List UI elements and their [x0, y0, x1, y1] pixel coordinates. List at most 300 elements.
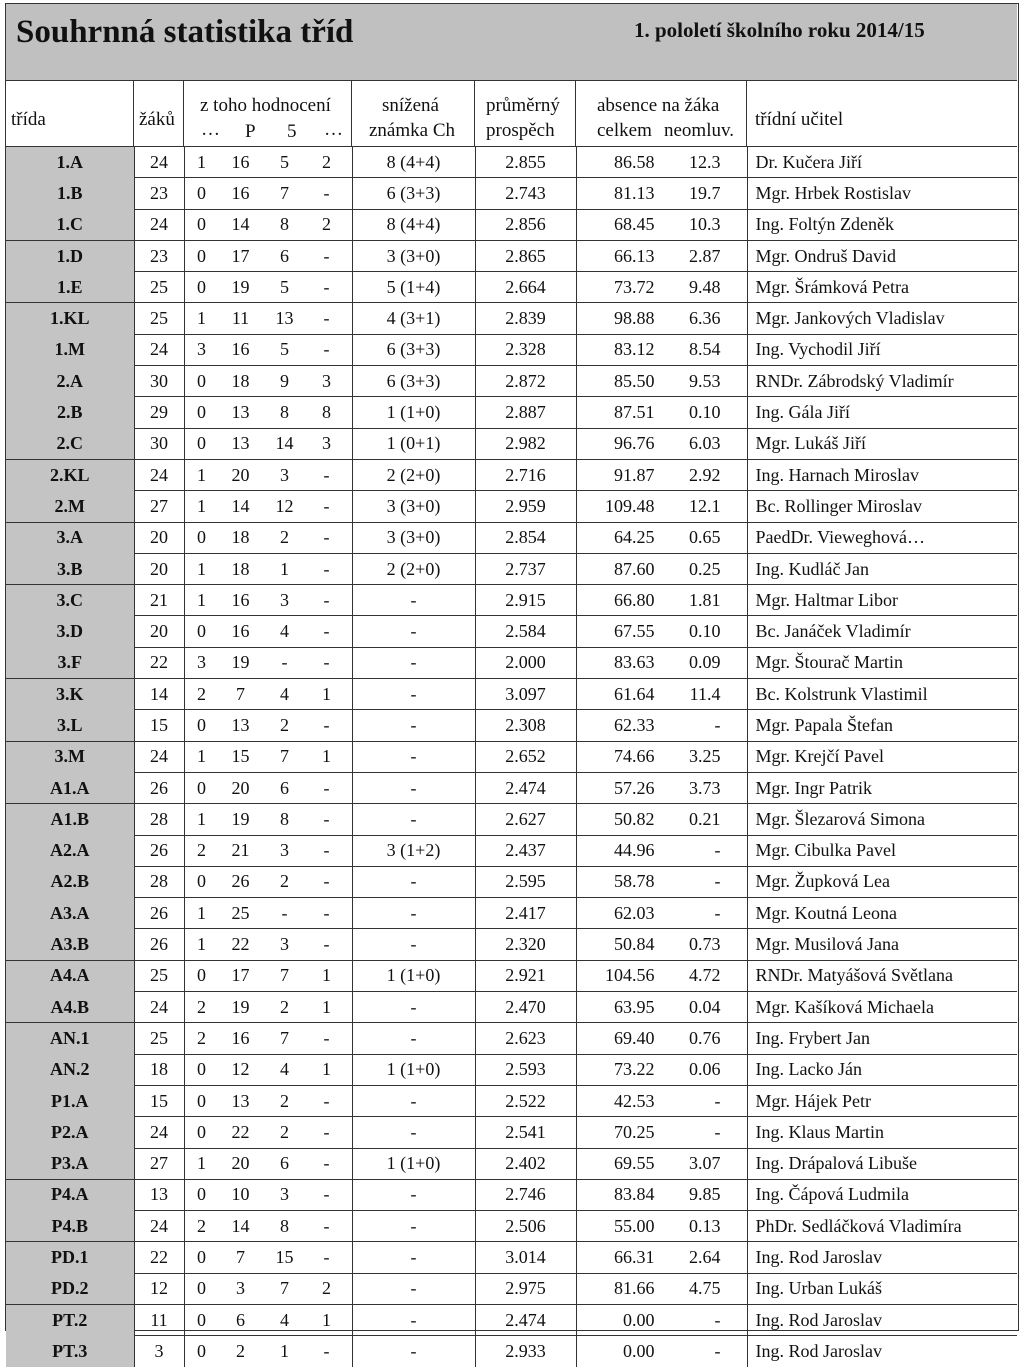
class-name: 1.C: [6, 209, 134, 240]
absence-total: 104.56: [605, 965, 655, 986]
absence-total: 87.60: [614, 558, 655, 579]
average-grade: 2.959: [475, 491, 576, 522]
reduced-conduct: -: [352, 1085, 475, 1116]
absence-total: 55.00: [614, 1215, 655, 1236]
table-row: [6, 1117, 1017, 1148]
reduced-conduct: -: [352, 647, 475, 678]
pupil-count: 24: [134, 741, 184, 772]
grade-excellent: 0: [197, 370, 206, 391]
absence-values: [576, 1085, 747, 1116]
class-name: P2.A: [6, 1117, 134, 1148]
grade-failed: 5: [280, 339, 289, 360]
average-grade: 2.872: [475, 366, 576, 397]
grade-counts: [184, 1304, 352, 1335]
class-teacher: Ing. Vychodil Jiří: [747, 334, 1017, 365]
absence-unexcused: -: [714, 1090, 721, 1111]
grade-passed: 26: [231, 871, 250, 892]
grade-counts: [184, 272, 352, 303]
class-teacher: Ing. Klaus Martin: [747, 1117, 1017, 1148]
reduced-conduct: 6 (3+3): [352, 334, 475, 365]
pupil-count: 23: [134, 240, 184, 271]
absence-total: 58.78: [614, 871, 655, 892]
absence-unexcused: 3.07: [689, 1153, 721, 1174]
reduced-conduct: 1 (1+0): [352, 1054, 475, 1085]
reduced-conduct: 1 (1+0): [352, 1148, 475, 1179]
class-teacher: Mgr. Haltmar Libor: [747, 585, 1017, 616]
grade-not-rated: -: [323, 308, 330, 329]
grade-counts: [184, 866, 352, 897]
absence-values: [576, 992, 747, 1023]
reduced-conduct: -: [352, 741, 475, 772]
pupil-count: 20: [134, 553, 184, 584]
grade-passed: 7: [236, 1247, 245, 1268]
absence-total: 66.13: [614, 245, 655, 266]
reduced-conduct: -: [352, 1242, 475, 1273]
pupil-count: 25: [134, 960, 184, 991]
absence-total: 85.50: [614, 370, 655, 391]
pupil-count: 27: [134, 491, 184, 522]
class-teacher: Mgr. Krejčí Pavel: [747, 741, 1017, 772]
absence-unexcused: -: [714, 871, 721, 892]
grade-excellent: 1: [197, 1153, 206, 1174]
absence-unexcused: 3.25: [689, 746, 721, 767]
grade-counts: [184, 647, 352, 678]
table-row: [6, 616, 1017, 647]
grade-failed: 3: [280, 1184, 289, 1205]
absence-total: 66.31: [614, 1247, 655, 1268]
grade-failed: 6: [280, 245, 289, 266]
table-row: [6, 960, 1017, 991]
grade-failed: 6: [280, 777, 289, 798]
absence-total: 69.55: [614, 1153, 655, 1174]
class-teacher: Mgr. Lukáš Jiří: [747, 428, 1017, 459]
grade-not-rated: 1: [322, 996, 331, 1017]
average-grade: 2.627: [475, 804, 576, 835]
class-name: A3.A: [6, 898, 134, 929]
grade-failed: 7: [280, 182, 289, 203]
grade-passed: 18: [231, 527, 250, 548]
average-grade: 2.921: [475, 960, 576, 991]
grade-failed: 13: [275, 308, 294, 329]
class-name: PD.2: [6, 1273, 134, 1304]
table-row: [6, 992, 1017, 1023]
grade-counts: [184, 585, 352, 616]
grade-passed: 6: [236, 1309, 245, 1330]
absence-values: [576, 553, 747, 584]
reduced-conduct: 2 (2+0): [352, 553, 475, 584]
average-grade: 2.716: [475, 459, 576, 490]
class-teacher: Ing. Frybert Jan: [747, 1023, 1017, 1054]
average-grade: 2.328: [475, 334, 576, 365]
absence-total: 62.03: [614, 902, 655, 923]
grade-passed: 13: [231, 433, 250, 454]
reduced-conduct: 5 (1+4): [352, 272, 475, 303]
pupil-count: 21: [134, 585, 184, 616]
pupil-count: 22: [134, 647, 184, 678]
grade-not-rated: 1: [322, 965, 331, 986]
class-teacher: Bc. Kolstrunk Vlastimil: [747, 679, 1017, 710]
class-teacher: Ing. Harnach Miroslav: [747, 459, 1017, 490]
grade-passed: 17: [231, 245, 250, 266]
grade-counts: [184, 397, 352, 428]
absence-total: 74.66: [614, 746, 655, 767]
grade-counts: [184, 992, 352, 1023]
grade-not-rated: -: [323, 245, 330, 266]
average-grade: 2.887: [475, 397, 576, 428]
absence-total: 73.72: [614, 276, 655, 297]
average-grade: 2.506: [475, 1211, 576, 1242]
reduced-conduct: 1 (1+0): [352, 397, 475, 428]
pupil-count: 30: [134, 428, 184, 459]
class-teacher: Mgr. Šlezarová Simona: [747, 804, 1017, 835]
grade-passed: 2: [236, 1340, 245, 1361]
grade-excellent: 0: [197, 214, 206, 235]
grade-excellent: 2: [197, 1027, 206, 1048]
average-grade: 2.933: [475, 1336, 576, 1367]
absence-values: [576, 428, 747, 459]
average-grade: 2.584: [475, 616, 576, 647]
grade-excellent: 0: [197, 1309, 206, 1330]
class-statistics-table: [6, 147, 1017, 1367]
pupil-count: 20: [134, 522, 184, 553]
class-teacher: Ing. Lacko Ján: [747, 1054, 1017, 1085]
average-grade: 2.320: [475, 929, 576, 960]
absence-unexcused: -: [714, 1121, 721, 1142]
grade-excellent: 1: [197, 808, 206, 829]
grade-counts: [184, 178, 352, 209]
grade-counts: [184, 1242, 352, 1273]
reduced-conduct: -: [352, 898, 475, 929]
reduced-conduct: -: [352, 1304, 475, 1335]
absence-values: [576, 1273, 747, 1304]
table-row: [6, 898, 1017, 929]
pupil-count: 29: [134, 397, 184, 428]
absence-values: [576, 459, 747, 490]
grade-not-rated: -: [323, 1027, 330, 1048]
absence-values: [576, 272, 747, 303]
class-name: A4.A: [6, 960, 134, 991]
class-teacher: Ing. Gála Jiří: [747, 397, 1017, 428]
average-grade: 3.097: [475, 679, 576, 710]
table-row: [6, 491, 1017, 522]
absence-unexcused: 1.81: [689, 589, 721, 610]
absence-total: 68.45: [614, 214, 655, 235]
absence-values: [576, 960, 747, 991]
absence-values: [576, 866, 747, 897]
grade-excellent: 1: [197, 558, 206, 579]
absence-values: [576, 1211, 747, 1242]
grade-failed: 8: [280, 1215, 289, 1236]
header-teacher: třídní učitel: [755, 109, 844, 130]
class-name: AN.2: [6, 1054, 134, 1085]
average-grade: 2.746: [475, 1179, 576, 1210]
pupil-count: 3: [134, 1336, 184, 1367]
grade-counts: [184, 240, 352, 271]
grade-not-rated: -: [323, 1121, 330, 1142]
pupil-count: 12: [134, 1273, 184, 1304]
absence-values: [576, 147, 747, 178]
reduced-conduct: -: [352, 929, 475, 960]
pupil-count: 14: [134, 679, 184, 710]
table-header: [6, 81, 1017, 147]
grade-not-rated: -: [323, 840, 330, 861]
grade-counts: [184, 616, 352, 647]
absence-values: [576, 835, 747, 866]
reduced-conduct: 4 (3+1): [352, 303, 475, 334]
pupil-count: 11: [134, 1304, 184, 1335]
absence-values: [576, 303, 747, 334]
grade-passed: 22: [231, 934, 250, 955]
absence-unexcused: 8.54: [689, 339, 721, 360]
absence-total: 81.66: [614, 1278, 655, 1299]
absence-total: 83.63: [614, 652, 655, 673]
absence-unexcused: 2.64: [689, 1247, 721, 1268]
table-row: [6, 553, 1017, 584]
class-name: P4.A: [6, 1179, 134, 1210]
absence-unexcused: 2.92: [689, 464, 721, 485]
page-title: Souhrnná statistika tříd: [16, 14, 354, 50]
class-name: 3.A: [6, 522, 134, 553]
reduced-conduct: 1 (0+1): [352, 428, 475, 459]
class-name: 2.KL: [6, 459, 134, 490]
absence-values: [576, 334, 747, 365]
grade-failed: 2: [280, 527, 289, 548]
table-row: [6, 772, 1017, 803]
grade-not-rated: -: [323, 1215, 330, 1236]
absence-unexcused: 0.10: [689, 621, 721, 642]
absence-unexcused: 4.72: [689, 965, 721, 986]
grade-passed: 18: [231, 370, 250, 391]
grade-counts: [184, 1023, 352, 1054]
grade-failed: 7: [280, 1278, 289, 1299]
grade-counts: [184, 960, 352, 991]
table-row: [6, 1242, 1017, 1273]
grade-passed: 19: [231, 996, 250, 1017]
class-name: A3.B: [6, 929, 134, 960]
absence-values: [576, 240, 747, 271]
absence-total: 66.80: [614, 589, 655, 610]
class-name: 2.C: [6, 428, 134, 459]
grade-excellent: 1: [197, 589, 206, 610]
header-grades: z toho hodnocení … P 5 …: [184, 81, 352, 147]
absence-total: 91.87: [614, 464, 655, 485]
grade-not-rated: -: [323, 621, 330, 642]
average-grade: 2.854: [475, 522, 576, 553]
grade-passed: 13: [231, 714, 250, 735]
reduced-conduct: 2 (2+0): [352, 459, 475, 490]
absence-unexcused: -: [714, 902, 721, 923]
absence-values: [576, 679, 747, 710]
pupil-count: 18: [134, 1054, 184, 1085]
pupil-count: 15: [134, 710, 184, 741]
absence-total: 109.48: [605, 495, 655, 516]
class-teacher: RNDr. Zábrodský Vladimír: [747, 366, 1017, 397]
absence-values: [576, 1117, 747, 1148]
grade-passed: 20: [231, 464, 250, 485]
average-grade: 2.437: [475, 835, 576, 866]
table-row: [6, 929, 1017, 960]
class-name: PT.2: [6, 1304, 134, 1335]
pupil-count: 22: [134, 1242, 184, 1273]
grade-not-rated: -: [323, 777, 330, 798]
grade-counts: [184, 1148, 352, 1179]
absence-values: [576, 522, 747, 553]
average-grade: 2.474: [475, 1304, 576, 1335]
average-grade: 2.975: [475, 1273, 576, 1304]
reduced-conduct: -: [352, 1273, 475, 1304]
class-name: 1.KL: [6, 303, 134, 334]
average-grade: 3.014: [475, 1242, 576, 1273]
absence-unexcused: 9.85: [689, 1184, 721, 1205]
grade-failed: 4: [280, 1059, 289, 1080]
grade-excellent: 1: [197, 902, 206, 923]
absence-unexcused: 11.4: [689, 683, 721, 704]
grade-failed: 3: [280, 464, 289, 485]
pupil-count: 25: [134, 303, 184, 334]
grade-failed: 2: [280, 1121, 289, 1142]
grade-failed: 4: [280, 1309, 289, 1330]
grade-failed: 7: [280, 965, 289, 986]
absence-values: [576, 397, 747, 428]
reduced-conduct: 3 (3+0): [352, 240, 475, 271]
reduced-conduct: 8 (4+4): [352, 147, 475, 178]
grade-counts: [184, 1273, 352, 1304]
class-name: 1.D: [6, 240, 134, 271]
class-teacher: Bc. Janáček Vladimír: [747, 616, 1017, 647]
grade-excellent: 0: [197, 1059, 206, 1080]
grade-not-rated: -: [323, 808, 330, 829]
class-teacher: Ing. Drápalová Libuše: [747, 1148, 1017, 1179]
class-teacher: Dr. Kučera Jiří: [755, 151, 862, 172]
class-name: 2.A: [6, 366, 134, 397]
grade-not-rated: 8: [322, 402, 331, 423]
pupil-count: 24: [134, 1117, 184, 1148]
grade-excellent: 2: [197, 1215, 206, 1236]
grade-excellent: 0: [197, 621, 206, 642]
class-name: 3.C: [6, 585, 134, 616]
table-row: [6, 741, 1017, 772]
absence-unexcused: 0.06: [689, 1059, 721, 1080]
absence-unexcused: 6.36: [689, 308, 721, 329]
grade-counts: [184, 459, 352, 490]
pupil-count: 15: [134, 1085, 184, 1116]
grade-failed: 6: [280, 1153, 289, 1174]
average-grade: 2.737: [475, 553, 576, 584]
absence-values: [576, 804, 747, 835]
grade-failed: 1: [280, 1340, 289, 1361]
class-teacher: Mgr. Cibulka Pavel: [747, 835, 1017, 866]
absence-values: [576, 1304, 747, 1335]
pupil-count: 24: [134, 1211, 184, 1242]
absence-total: 44.96: [614, 840, 655, 861]
class-name: 3.D: [6, 616, 134, 647]
grade-counts: [184, 898, 352, 929]
grade-not-rated: 2: [322, 214, 331, 235]
grade-failed: -: [281, 902, 288, 923]
grade-not-rated: 1: [322, 1309, 331, 1330]
absence-values: [576, 1054, 747, 1085]
grade-not-rated: -: [323, 1184, 330, 1205]
grade-failed: 14: [275, 433, 294, 454]
grade-failed: 12: [275, 495, 294, 516]
class-name: 2.M: [6, 491, 134, 522]
class-name: P4.B: [6, 1211, 134, 1242]
absence-total: 83.84: [614, 1184, 655, 1205]
grade-excellent: 0: [197, 527, 206, 548]
absence-values: [576, 585, 747, 616]
average-grade: 2.743: [475, 178, 576, 209]
absence-total: 70.25: [614, 1121, 655, 1142]
grade-not-rated: -: [323, 339, 330, 360]
table-row: [6, 1085, 1017, 1116]
grade-excellent: 0: [197, 1340, 206, 1361]
average-grade: 2.000: [475, 647, 576, 678]
grade-excellent: 0: [197, 1184, 206, 1205]
grade-not-rated: 3: [322, 370, 331, 391]
pupil-count: 26: [134, 898, 184, 929]
class-teacher: Ing. Čápová Ludmila: [747, 1179, 1017, 1210]
grade-passed: 21: [231, 840, 250, 861]
class-teacher: PhDr. Sedláčková Vladimíra: [747, 1211, 1017, 1242]
pupil-count: 26: [134, 772, 184, 803]
grade-counts: [184, 835, 352, 866]
grade-passed: 19: [231, 808, 250, 829]
table-row: [6, 585, 1017, 616]
reduced-conduct: -: [352, 679, 475, 710]
class-name: A4.B: [6, 992, 134, 1023]
absence-values: [576, 1242, 747, 1273]
grade-excellent: 0: [197, 182, 206, 203]
grade-counts: [184, 804, 352, 835]
class-name: A1.A: [6, 772, 134, 803]
class-teacher: Ing. Rod Jaroslav: [747, 1242, 1017, 1273]
table-row: [6, 710, 1017, 741]
grade-excellent: 0: [197, 1121, 206, 1142]
reduced-conduct: -: [352, 1211, 475, 1242]
class-name: P1.A: [6, 1085, 134, 1116]
reduced-conduct: 3 (3+0): [352, 522, 475, 553]
grade-counts: [184, 491, 352, 522]
header-average: průměrný prospěch: [475, 81, 576, 147]
grade-passed: 15: [231, 746, 250, 767]
reduced-conduct: -: [352, 710, 475, 741]
pupil-count: 26: [134, 835, 184, 866]
absence-total: 0.00: [623, 1309, 655, 1330]
grade-passed: 20: [231, 777, 250, 798]
grade-passed: 16: [231, 621, 250, 642]
class-teacher: Mgr. Župková Lea: [747, 866, 1017, 897]
absence-total: 50.82: [614, 808, 655, 829]
absence-total: 61.64: [614, 683, 655, 704]
grade-failed: -: [281, 652, 288, 673]
class-name: 1.M: [6, 334, 134, 365]
grade-not-rated: -: [323, 527, 330, 548]
grade-counts: [184, 209, 352, 240]
grade-counts: [184, 553, 352, 584]
class-teacher: Mgr. Jankových Vladislav: [747, 303, 1017, 334]
grade-failed: 15: [275, 1247, 294, 1268]
grade-failed: 8: [280, 808, 289, 829]
class-name: A2.B: [6, 866, 134, 897]
grade-failed: 5: [280, 276, 289, 297]
absence-unexcused: 0.09: [689, 652, 721, 673]
pupil-count: 20: [134, 616, 184, 647]
pupil-count: 24: [134, 147, 184, 178]
grade-failed: 2: [280, 871, 289, 892]
table-row: [6, 1054, 1017, 1085]
table-row: [6, 1148, 1017, 1179]
average-grade: 2.652: [475, 741, 576, 772]
